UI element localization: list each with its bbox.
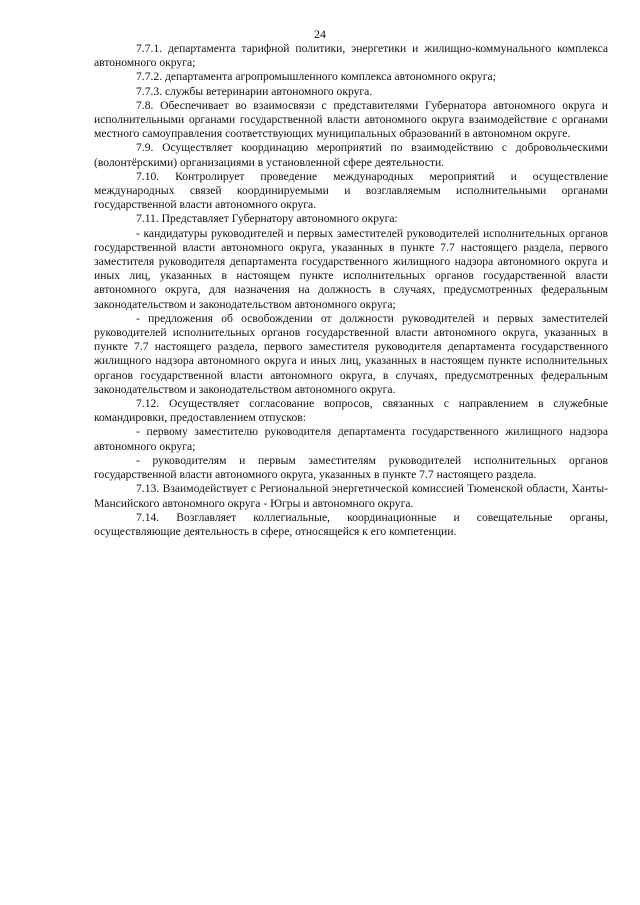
paragraph-7-13: 7.13. Взаимодействует с Региональной энергетической комиссией Тюменской области, Ханты-Мансийского автономного округа - Югры и автономного округа. bbox=[94, 482, 608, 510]
paragraph-7-11-item-2: - предложения об освобождении от должности руководителей и первых заместителей руководителей исполнительных органов государственной власти автономного округа, указанных в пункте 7.7 настоящего раздела, первого заместителя руководителя департамента государственного жилищного надзора автономного округа и иных лиц, указанных в настоящем пункте исполнительных органов государственной власти автономного округа, в случаях, предусмотренных федеральным законодательством и законодательством автономного округа. bbox=[94, 311, 608, 396]
paragraph-7-12: 7.12. Осуществляет согласование вопросов, связанных с направлением в служебные командировки, предоставлением отпусков: bbox=[94, 397, 608, 425]
paragraph-7-12-item-2: - руководителям и первым заместителям руководителей исполнительных органов государственной власти автономного округа, указанных в пункте 7.7 настоящего раздела. bbox=[94, 453, 608, 482]
paragraph-7-8: 7.8. Обеспечивает во взаимосвязи с представителями Губернатора автономного округа и исполнительными органами государственной власти автономного округа взаимодействие с органами местного самоуправления соответствующих муниципальных образований в автономном округе. bbox=[94, 98, 608, 141]
paragraph-7-12-item-1: - первому заместителю руководителя департамента государственного жилищного надзора автономного округа; bbox=[94, 425, 608, 453]
paragraph-7-7-1: 7.7.1. департамента тарифной политики, энергетики и жилищно-коммунального комплекса автономного округа; bbox=[94, 42, 608, 70]
paragraph-7-7-3: 7.7.3. службы ветеринарии автономного округа. bbox=[136, 84, 373, 98]
paragraph-7-7-2: 7.7.2. департамента агропромышленного комплекса автономного округа; bbox=[136, 70, 496, 84]
paragraph-7-11-item-1: - кандидатуры руководителей и первых заместителей руководителей исполнительных органов государственной власти автономного округа, указанных в пункте 7.7 настоящего раздела, первого заместителя руководителя департамента государственного жилищного надзора автономного округа и иных лиц, указанных в настоящем пункте исполнительных органов государственной власти автономного округа, для назначения на должность в случаях, предусмотренных федеральным законодательством и законодательством автономного округа; bbox=[94, 226, 608, 311]
body-text bbox=[94, 42, 608, 539]
paragraph-7-9: 7.9. Осуществляет координацию мероприятий по взаимодействию с добровольческими (волонтёрскими) организациями в установленной сфере деятельности. bbox=[94, 141, 608, 169]
paragraph-7-14: 7.14. Возглавляет коллегиальные, координационные и совещательные органы, осуществляющие деятельность в сфере, относящейся к его компетенции. bbox=[94, 510, 608, 538]
paragraph-7-11: 7.11. Представляет Губернатору автономного округа: bbox=[136, 212, 398, 226]
page-number: 24 bbox=[314, 27, 326, 41]
paragraph-7-10: 7.10. Контролирует проведение международных мероприятий и осуществление международных связей координируемыми и возглавляемым исполнительными органами государственной власти автономного округа. bbox=[94, 169, 608, 212]
